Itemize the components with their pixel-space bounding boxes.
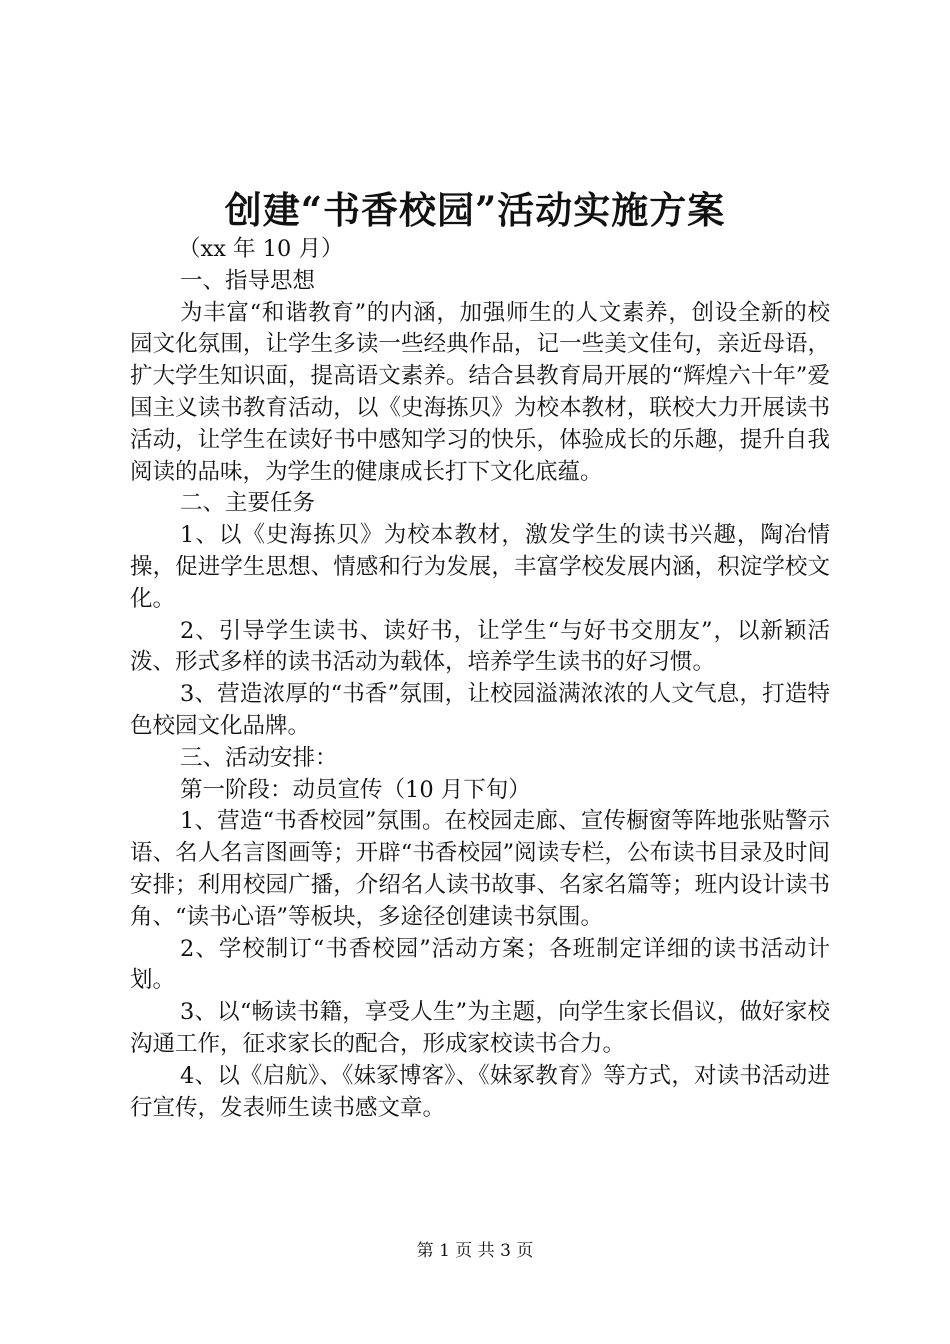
stage-one-item-1: 1、营造“书香校园”氛围。在校园走廊、宣传橱窗等阵地张贴警示语、名人名言图画等；开辟“书香校园”阅读专栏，公布读书目录及时间安排；利用校园广播，介绍名人读书故事、名家名篇等；班内设计读书角、“读书心语”等板块，多途径创建读书氛围。 — [130, 808, 830, 930]
task-item-1: 1、以《史海拣贝》为校本教材，激发学生的读书兴趣，陶冶情操，促进学生思想、情感和行为发展，丰富学校发展内涵，积淀学校文化。 — [130, 522, 830, 612]
stage-one-item-2: 2、学校制订“书香校园”活动方案；各班制定详细的读书活动计划。 — [130, 935, 830, 994]
document-date: （xx 年 10 月） — [178, 236, 344, 262]
task-item-2: 2、引导学生读书、读好书，让学生“与好书交朋友”，以新颖活泼、形式多样的读书活动为载体，培养学生读书的好习惯。 — [130, 617, 830, 676]
task-item-3: 3、营造浓厚的“书香”氛围，让校园溢满浓浓的人文气息，打造特色校园文化品牌。 — [130, 681, 830, 739]
page-footer: 第 1 页 共 3 页 — [416, 1241, 534, 1261]
section-heading-main-tasks: 二、主要任务 — [180, 490, 316, 517]
paragraph-guiding-thought: 为丰富“和谐教育”的内涵，加强师生的人文素养，创设全新的校园文化氛围，让学生多读一些经典作品，记一些美文佳句，亲近母语，扩大学生知识面，提高语文素养。结合县教育局开展的“辉煌六十年”爱国主义读书教育活动，以《史海拣贝》为校本教材，联校大力开展读书活动，让学生在读好书中感知学习的快乐，体验成长的乐趣，提升自我阅读的品味，为学生的健康成长打下文化底蕴。 — [130, 299, 830, 485]
document-title: 创建“书香校园”活动实施方案 — [224, 188, 726, 232]
document-body — [130, 234, 830, 1124]
stage-one-item-4: 4、以《启航》、《妹冢博客》、《妹冢教育》等方式，对读书活动进行宣传，发表师生读书感文章。 — [130, 1062, 830, 1121]
stage-one-item-3: 3、以“畅读书籍，享受人生”为主题，向学生家长倡议，做好家校沟通工作，征求家长的配合，形成家校读书合力。 — [130, 999, 830, 1057]
section-heading-arrangements: 三、活动安排： — [180, 744, 338, 771]
section-heading-guiding-thought: 一、指导思想 — [180, 267, 316, 294]
stage-one-heading: 第一阶段：动员宣传（10 月下旬） — [180, 776, 531, 803]
